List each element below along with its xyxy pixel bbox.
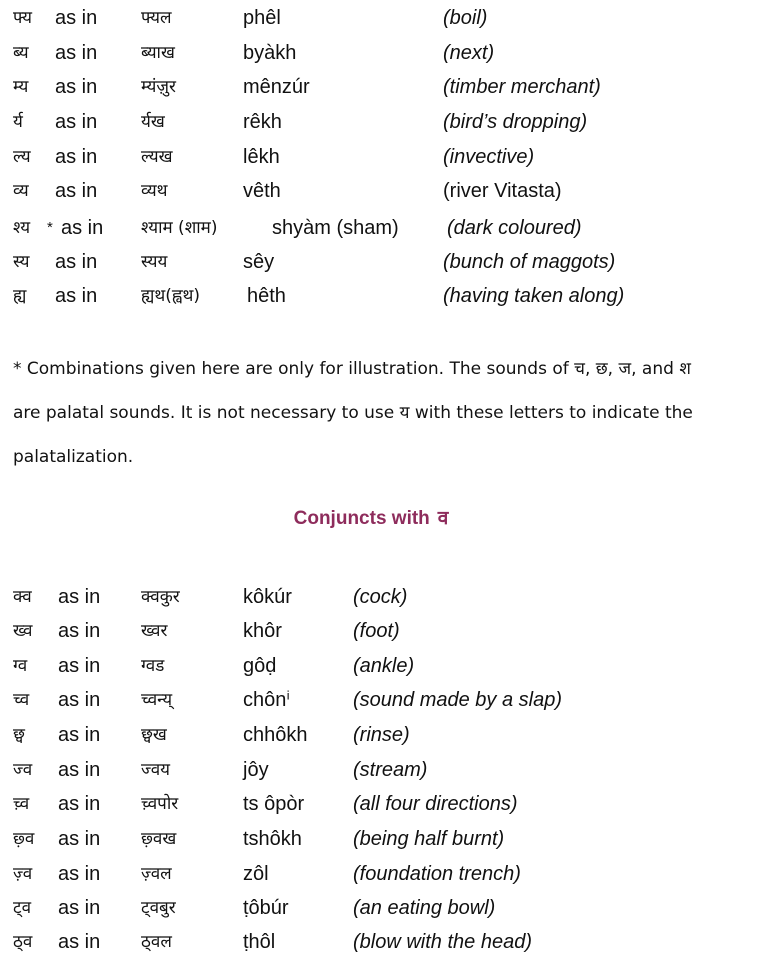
section-heading-letter: व (437, 507, 449, 529)
as-in-label: as in (55, 180, 98, 202)
transliteration: vêth (243, 180, 281, 202)
table2-row (0, 685, 758, 715)
as-in-label: as in (58, 897, 101, 919)
conjunct: श्य (13, 218, 31, 238)
transliteration: tshôkh (243, 828, 302, 850)
example-word: ज्वय (141, 760, 171, 780)
section-heading (0, 503, 742, 534)
example-word: छ्वख (141, 725, 167, 745)
conjunct: फ्य (13, 8, 33, 28)
transliteration: byàkh (243, 42, 297, 64)
example-word: ज़्वल (141, 864, 172, 884)
meaning: (ankle) (353, 655, 415, 677)
example-word: च़्वपोर (141, 794, 179, 814)
footnote-line (13, 347, 745, 391)
example-word: छ़्वख (141, 829, 177, 849)
as-in-label: as in (55, 146, 98, 168)
table1-row (0, 142, 758, 172)
conjunct: छ़्व (13, 829, 35, 849)
conjunct: ज़्व (13, 864, 33, 884)
table2-row (0, 651, 758, 681)
palatal-letter-sha: श (679, 359, 691, 379)
transliteration: ts ôpòr (243, 793, 305, 815)
table2-row (0, 720, 758, 750)
example-word: ह्यथ(ह्वथ) (141, 286, 200, 306)
footnote-paragraph (13, 347, 745, 479)
example-word: क्वकुर (141, 587, 180, 607)
meaning: (foot) (353, 620, 400, 642)
transliteration: kôkúr (243, 586, 292, 608)
table2-row (0, 927, 758, 957)
table1-row (0, 176, 758, 206)
as-in-label: as in (55, 76, 98, 98)
example-word: व्यथ (141, 181, 168, 201)
transliteration: chhôkh (243, 724, 308, 746)
conjunct: ह्य (13, 286, 27, 306)
meaning: (an eating bowl) (353, 897, 496, 919)
transliteration: zôl (243, 863, 269, 885)
table2-row (0, 859, 758, 889)
conjunct: क्व (13, 587, 32, 607)
conjunct: ग्व (13, 656, 28, 676)
footnote-line (13, 391, 745, 435)
meaning: (having taken along) (443, 285, 625, 307)
transliteration: sêy (243, 251, 275, 273)
as-in-label: as in (58, 759, 101, 781)
conjunct: च्व (13, 690, 30, 710)
table2-row (0, 789, 758, 819)
transliteration: phêl (243, 7, 281, 29)
meaning: (bird’s dropping) (443, 111, 588, 133)
table1-row (0, 72, 758, 102)
letter-ya: य (399, 403, 410, 423)
as-in-label: as in (58, 931, 101, 953)
conjunct: ल्य (13, 147, 31, 167)
table2-row (0, 824, 758, 854)
footnote-text: * Combinations given here are only for illustration. The sounds of (13, 359, 569, 379)
meaning: (river Vitasta) (443, 180, 562, 202)
meaning: (dark coloured) (447, 217, 582, 239)
as-in-label: as in (58, 620, 101, 642)
as-in-label: as in (58, 863, 101, 885)
example-word: ख्वर (141, 621, 168, 641)
meaning: (next) (443, 42, 495, 64)
conjunct: ख्व (13, 621, 33, 641)
transliteration: gôḍ (243, 655, 277, 677)
meaning: (timber merchant) (443, 76, 601, 98)
section-heading-text: Conjuncts with (293, 508, 430, 529)
transliteration: lêkh (243, 146, 280, 168)
conjunct: ज्व (13, 760, 33, 780)
meaning: (boil) (443, 7, 488, 29)
meaning: (sound made by a slap) (353, 689, 563, 711)
footnote-text: palatalization. (13, 447, 134, 467)
example-word: ठ्वल (141, 932, 172, 952)
conjunct: छ्व (13, 725, 25, 745)
meaning: (rinse) (353, 724, 410, 746)
as-in-label: as in (61, 217, 104, 239)
table2-row (0, 616, 758, 646)
footnote-text: with these letters to indicate the (414, 403, 693, 423)
conjunct: र्य (13, 112, 23, 132)
transliteration: khôr (243, 620, 282, 642)
footnote-line (13, 435, 745, 479)
example-word: ब्याख (141, 43, 175, 63)
footnote-text: and (641, 359, 674, 379)
conjunct: स्य (13, 252, 30, 272)
meaning: (stream) (353, 759, 428, 781)
meaning: (invective) (443, 146, 535, 168)
example-word: र्यख (141, 112, 165, 132)
table2-row (0, 893, 758, 923)
example-word: ग्वड (141, 656, 165, 676)
meaning: (foundation trench) (353, 863, 521, 885)
table1-row (0, 107, 758, 137)
palatal-letters: च, छ, ज, (574, 359, 637, 379)
conjunct: ठ्व (13, 932, 33, 952)
transliteration: jôy (243, 759, 269, 781)
transliteration: hêth (247, 285, 286, 307)
as-in-label: as in (55, 285, 98, 307)
as-in-label: as in (58, 828, 101, 850)
footnote-star: * (47, 219, 53, 236)
transliteration: ṭhôl (243, 931, 276, 953)
table1-row (0, 281, 758, 311)
example-word: फ्यल (141, 8, 172, 28)
table1-row (0, 3, 758, 33)
as-in-label: as in (58, 724, 101, 746)
transliteration: shyàm (sham) (272, 217, 399, 239)
transliteration: chônⁱ (243, 689, 290, 711)
transliteration: rêkh (243, 111, 282, 133)
example-word: म्यंज़ुर (141, 77, 176, 97)
meaning: (blow with the head) (353, 931, 532, 953)
as-in-label: as in (55, 42, 98, 64)
as-in-label: as in (58, 655, 101, 677)
transliteration: ṭôbúr (243, 897, 289, 919)
table2-row (0, 755, 758, 785)
table2-row (0, 582, 758, 612)
as-in-label: as in (58, 689, 101, 711)
example-word: च्वन्य् (141, 690, 173, 710)
as-in-label: as in (55, 7, 98, 29)
table1-row (0, 247, 758, 277)
example-word: ल्यख (141, 147, 173, 167)
meaning: (bunch of maggots) (443, 251, 616, 273)
example-word: श्याम (शाम) (141, 218, 218, 238)
example-word: स्यय (141, 252, 168, 272)
as-in-label: as in (55, 111, 98, 133)
table1-row (0, 213, 758, 243)
conjunct: ब्य (13, 43, 29, 63)
transliteration: mênzúr (243, 76, 310, 98)
conjunct: च़्व (13, 794, 30, 814)
conjunct: व्य (13, 181, 29, 201)
conjunct: ट्व (13, 898, 32, 918)
footnote-text: are palatal sounds. It is not necessary to use (13, 403, 395, 423)
meaning: (cock) (353, 586, 408, 608)
table1-row (0, 38, 758, 68)
as-in-label: as in (58, 586, 101, 608)
as-in-label: as in (58, 793, 101, 815)
as-in-label: as in (55, 251, 98, 273)
example-word: ट्वबुर (141, 898, 176, 918)
meaning: (being half burnt) (353, 828, 505, 850)
conjunct: म्य (13, 77, 29, 97)
meaning: (all four directions) (353, 793, 518, 815)
